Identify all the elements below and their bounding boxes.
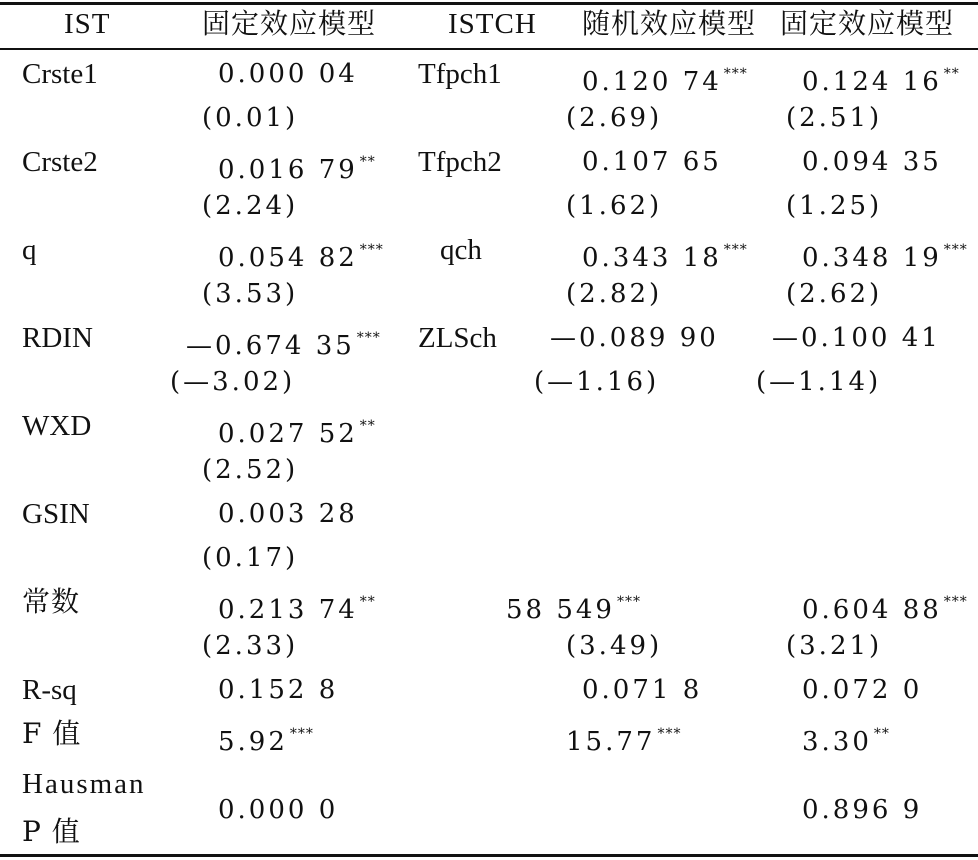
coef-cell: —0.100 41	[772, 323, 941, 353]
stat-cell: 0.152 8	[218, 675, 339, 705]
tstat-cell: (0.01)	[202, 103, 299, 133]
row-label: R-sq	[22, 674, 77, 706]
coef-cell: 0.124 16 **	[802, 66, 960, 97]
stat-cell: 0.071 8	[582, 675, 703, 705]
stat-cell: 0.896 9	[802, 795, 923, 825]
coef-cell: 0.120 74 ***	[582, 66, 748, 97]
tstat-cell: (2.62)	[786, 279, 883, 309]
stat-cell: 0.000 0	[218, 795, 339, 825]
tstat-cell: (2.51)	[786, 103, 883, 133]
stat-cell: 15.77 ***	[566, 726, 682, 757]
header-fixed-effects-1: 固定效应模型	[202, 7, 377, 40]
bottom-rule	[0, 854, 978, 857]
coef-cell: 0.107 65	[582, 147, 722, 177]
coef-cell: 58 549 ***	[506, 594, 641, 625]
coef-cell: 0.000 04	[218, 59, 358, 89]
tstat-cell: (1.62)	[566, 191, 663, 221]
row-label-constant: 常数	[22, 585, 81, 618]
stat-cell: 5.92 ***	[218, 726, 314, 757]
stat-cell: 0.072 0	[802, 675, 923, 705]
tstat-cell: (2.82)	[566, 279, 663, 309]
tstat-cell: (—1.14)	[756, 367, 882, 397]
row-label: q	[22, 234, 37, 266]
header-fixed-effects-2: 固定效应模型	[780, 7, 955, 40]
tstat-cell: (2.52)	[202, 455, 299, 485]
coef-cell: 0.094 35	[802, 147, 942, 177]
tstat-cell: (2.69)	[566, 103, 663, 133]
row-label-istch: qch	[440, 234, 482, 266]
header-istch: ISTCH	[448, 8, 537, 40]
stat-cell: 3.30 **	[802, 726, 890, 757]
tstat-cell: (3.21)	[786, 631, 883, 661]
coef-cell: 0.027 52 **	[218, 418, 376, 449]
tstat-cell: (2.24)	[202, 191, 299, 221]
row-label: Crste2	[22, 146, 98, 178]
coef-cell: 0.343 18 ***	[582, 242, 748, 273]
row-label-istch: Tfpch2	[418, 146, 502, 178]
tstat-cell: (0.17)	[202, 543, 299, 573]
coef-cell: 0.003 28	[218, 499, 358, 529]
top-rule	[0, 2, 978, 5]
header-random-effects: 随机效应模型	[582, 7, 757, 40]
row-label-f: F 值	[22, 717, 82, 750]
coef-cell: —0.089 90	[550, 323, 719, 353]
header-rule	[0, 48, 978, 50]
row-label: GSIN	[22, 498, 90, 530]
coef-cell: 0.016 79 **	[218, 154, 376, 185]
row-label: RDIN	[22, 322, 93, 354]
row-label-istch: ZLSch	[418, 322, 497, 354]
tstat-cell: (1.25)	[786, 191, 883, 221]
coef-cell: 0.348 19 ***	[802, 242, 968, 273]
tstat-cell: (—3.02)	[170, 367, 296, 397]
row-label-p: P 值	[22, 815, 81, 848]
row-label: Crste1	[22, 58, 98, 90]
row-label-hausman: Hausman	[22, 768, 146, 800]
row-label: WXD	[22, 410, 92, 442]
tstat-cell: (3.49)	[566, 631, 663, 661]
tstat-cell: (—1.16)	[534, 367, 660, 397]
coef-cell: 0.213 74 **	[218, 594, 376, 625]
coef-cell: —0.674 35 ***	[186, 330, 381, 361]
row-label-istch: Tfpch1	[418, 58, 502, 90]
coef-cell: 0.054 82 ***	[218, 242, 384, 273]
header-ist: IST	[64, 8, 111, 40]
coef-cell: 0.604 88 ***	[802, 594, 968, 625]
tstat-cell: (3.53)	[202, 279, 299, 309]
tstat-cell: (2.33)	[202, 631, 299, 661]
